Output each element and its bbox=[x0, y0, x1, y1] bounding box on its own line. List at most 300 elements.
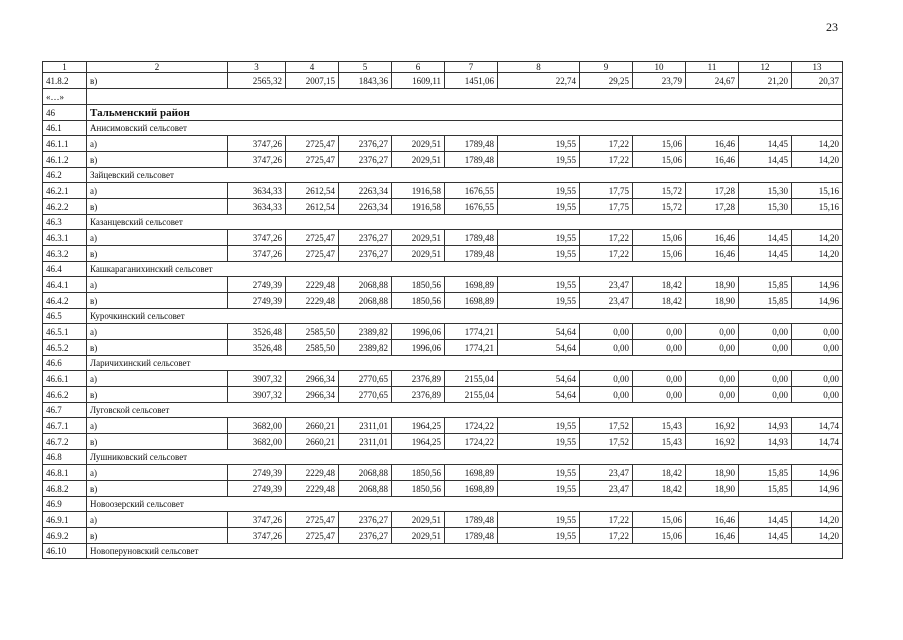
table-cell: 22,74 bbox=[498, 73, 580, 89]
row-code: 46.4.2 bbox=[43, 293, 87, 309]
table-row bbox=[43, 512, 843, 528]
table-cell: 3907,32 bbox=[228, 387, 286, 403]
table-cell: 16,46 bbox=[686, 136, 739, 152]
table-cell: 1850,56 bbox=[392, 277, 445, 293]
table-cell: 1850,56 bbox=[392, 293, 445, 309]
table-cell: 1964,25 bbox=[392, 434, 445, 450]
row-label: в) bbox=[87, 199, 228, 215]
column-header: 3 bbox=[228, 62, 286, 73]
table-cell: 1676,55 bbox=[445, 183, 498, 199]
row-label: а) bbox=[87, 277, 228, 293]
row-code: 46.2.1 bbox=[43, 183, 87, 199]
table-cell: 16,46 bbox=[686, 512, 739, 528]
table-cell: 18,90 bbox=[686, 465, 739, 481]
table-row bbox=[43, 340, 843, 356]
table-cell: 0,00 bbox=[686, 324, 739, 340]
table-cell: 17,22 bbox=[580, 528, 633, 544]
table-cell: 15,85 bbox=[739, 293, 792, 309]
table-cell: 1698,89 bbox=[445, 293, 498, 309]
table-cell: 2966,34 bbox=[286, 387, 339, 403]
table-cell: 2725,47 bbox=[286, 136, 339, 152]
row-label: в) bbox=[87, 73, 228, 89]
row-code: 46.4 bbox=[43, 262, 87, 277]
subsection-row bbox=[43, 168, 843, 183]
table-cell: 2007,15 bbox=[286, 73, 339, 89]
row-code: 46.9 bbox=[43, 497, 87, 512]
row-code: 46.1.2 bbox=[43, 152, 87, 168]
table-cell: 1996,06 bbox=[392, 340, 445, 356]
column-number-row bbox=[43, 62, 843, 73]
table-cell: 19,55 bbox=[498, 528, 580, 544]
row-label: в) bbox=[87, 293, 228, 309]
column-header: 12 bbox=[739, 62, 792, 73]
table-cell: 2389,82 bbox=[339, 340, 392, 356]
table-cell: 3747,26 bbox=[228, 230, 286, 246]
row-label bbox=[87, 89, 843, 105]
table-cell: 1964,25 bbox=[392, 418, 445, 434]
table-cell: 0,00 bbox=[739, 387, 792, 403]
table-cell: 54,64 bbox=[498, 371, 580, 387]
table-cell: 15,85 bbox=[739, 277, 792, 293]
table-cell: 2725,47 bbox=[286, 246, 339, 262]
table-cell: 15,16 bbox=[792, 183, 843, 199]
column-header: 11 bbox=[686, 62, 739, 73]
table-cell: 2770,65 bbox=[339, 371, 392, 387]
subsection-row bbox=[43, 403, 843, 418]
table-cell: 0,00 bbox=[686, 340, 739, 356]
row-label: в) bbox=[87, 152, 228, 168]
table-cell: 2389,82 bbox=[339, 324, 392, 340]
table-cell: 2229,48 bbox=[286, 293, 339, 309]
table-cell: 14,20 bbox=[792, 528, 843, 544]
table-cell: 54,64 bbox=[498, 324, 580, 340]
subsection-row bbox=[43, 497, 843, 512]
table-cell: 1789,48 bbox=[445, 528, 498, 544]
table-cell: 19,55 bbox=[498, 293, 580, 309]
row-label: в) bbox=[87, 434, 228, 450]
table-cell: 3747,26 bbox=[228, 512, 286, 528]
table-cell: 2966,34 bbox=[286, 371, 339, 387]
table-cell: 16,92 bbox=[686, 418, 739, 434]
row-code: 41.8.2 bbox=[43, 73, 87, 89]
row-label: Новоперуновский сельсовет bbox=[87, 544, 843, 559]
row-label: в) bbox=[87, 528, 228, 544]
table-cell: 18,42 bbox=[633, 293, 686, 309]
table-cell: 2311,01 bbox=[339, 418, 392, 434]
table-cell: 0,00 bbox=[739, 324, 792, 340]
table-cell: 19,55 bbox=[498, 199, 580, 215]
table-cell: 2725,47 bbox=[286, 230, 339, 246]
table-cell: 18,90 bbox=[686, 277, 739, 293]
table-cell: 1850,56 bbox=[392, 481, 445, 497]
table-cell: 2376,27 bbox=[339, 136, 392, 152]
table-cell: 1774,21 bbox=[445, 324, 498, 340]
table-cell: 2376,27 bbox=[339, 230, 392, 246]
table-cell: 2029,51 bbox=[392, 246, 445, 262]
table-cell: 2029,51 bbox=[392, 230, 445, 246]
table-cell: 15,16 bbox=[792, 199, 843, 215]
row-label: в) bbox=[87, 246, 228, 262]
row-label: а) bbox=[87, 465, 228, 481]
table-cell: 19,55 bbox=[498, 481, 580, 497]
row-label: Лушниковский сельсовет bbox=[87, 450, 843, 465]
table-cell: 0,00 bbox=[633, 371, 686, 387]
table-cell: 2770,65 bbox=[339, 387, 392, 403]
table-body bbox=[43, 62, 843, 559]
table-cell: 19,55 bbox=[498, 277, 580, 293]
row-code: 46.6.2 bbox=[43, 387, 87, 403]
table-cell: 16,46 bbox=[686, 246, 739, 262]
table-row bbox=[43, 136, 843, 152]
table-cell: 1698,89 bbox=[445, 277, 498, 293]
subsection-row bbox=[43, 121, 843, 136]
table-cell: 2029,51 bbox=[392, 528, 445, 544]
row-code: 46.10 bbox=[43, 544, 87, 559]
table-cell: 15,43 bbox=[633, 434, 686, 450]
table-cell: 1451,06 bbox=[445, 73, 498, 89]
table-cell: 15,43 bbox=[633, 418, 686, 434]
table-cell: 1789,48 bbox=[445, 136, 498, 152]
row-code: 46.6.1 bbox=[43, 371, 87, 387]
table-cell: 16,46 bbox=[686, 528, 739, 544]
table-cell: 19,55 bbox=[498, 183, 580, 199]
table-row bbox=[43, 277, 843, 293]
table-row bbox=[43, 434, 843, 450]
table-cell: 1698,89 bbox=[445, 481, 498, 497]
table-cell: 2749,39 bbox=[228, 465, 286, 481]
table-row bbox=[43, 481, 843, 497]
subsection-row bbox=[43, 215, 843, 230]
table-cell: 1789,48 bbox=[445, 246, 498, 262]
table-cell: 3747,26 bbox=[228, 528, 286, 544]
table-cell: 2376,27 bbox=[339, 528, 392, 544]
table-row bbox=[43, 152, 843, 168]
table-cell: 0,00 bbox=[580, 340, 633, 356]
table-cell: 23,47 bbox=[580, 293, 633, 309]
table-cell: 17,75 bbox=[580, 183, 633, 199]
table-cell: 14,45 bbox=[739, 136, 792, 152]
table-cell: 1850,56 bbox=[392, 465, 445, 481]
table-cell: 14,45 bbox=[739, 528, 792, 544]
table-cell: 1916,58 bbox=[392, 183, 445, 199]
table-cell: 19,55 bbox=[498, 230, 580, 246]
table-cell: 2612,54 bbox=[286, 199, 339, 215]
table-cell: 2660,21 bbox=[286, 418, 339, 434]
subsection-row bbox=[43, 450, 843, 465]
row-code: 46.5 bbox=[43, 309, 87, 324]
table-cell: 0,00 bbox=[686, 387, 739, 403]
table-cell: 20,37 bbox=[792, 73, 843, 89]
column-header: 7 bbox=[445, 62, 498, 73]
table-cell: 0,00 bbox=[739, 340, 792, 356]
table-cell: 17,75 bbox=[580, 199, 633, 215]
row-label: а) bbox=[87, 136, 228, 152]
table-cell: 2155,04 bbox=[445, 371, 498, 387]
column-header: 2 bbox=[87, 62, 228, 73]
row-label: Луговской сельсовет bbox=[87, 403, 843, 418]
table-cell: 23,47 bbox=[580, 277, 633, 293]
table-cell: 2725,47 bbox=[286, 512, 339, 528]
ellipsis-row bbox=[43, 89, 843, 105]
table-cell: 15,06 bbox=[633, 152, 686, 168]
table-cell: 15,06 bbox=[633, 246, 686, 262]
table-row bbox=[43, 528, 843, 544]
table-cell: 14,20 bbox=[792, 246, 843, 262]
table-cell: 54,64 bbox=[498, 387, 580, 403]
table-cell: 24,67 bbox=[686, 73, 739, 89]
table-cell: 1996,06 bbox=[392, 324, 445, 340]
section-row bbox=[43, 105, 843, 121]
table-cell: 3747,26 bbox=[228, 246, 286, 262]
table-cell: 18,42 bbox=[633, 481, 686, 497]
subsection-row bbox=[43, 262, 843, 277]
table-cell: 2376,27 bbox=[339, 246, 392, 262]
table-cell: 18,90 bbox=[686, 293, 739, 309]
table-cell: 2068,88 bbox=[339, 293, 392, 309]
table-cell: 3907,32 bbox=[228, 371, 286, 387]
table-cell: 17,22 bbox=[580, 230, 633, 246]
table-cell: 2725,47 bbox=[286, 528, 339, 544]
row-code: 46.5.2 bbox=[43, 340, 87, 356]
table-cell: 1843,36 bbox=[339, 73, 392, 89]
table-cell: 0,00 bbox=[686, 371, 739, 387]
subsection-row bbox=[43, 544, 843, 559]
table-cell: 1724,22 bbox=[445, 418, 498, 434]
table-cell: 0,00 bbox=[739, 371, 792, 387]
table-cell: 16,92 bbox=[686, 434, 739, 450]
table-cell: 2585,50 bbox=[286, 340, 339, 356]
table-cell: 18,42 bbox=[633, 465, 686, 481]
table-cell: 14,20 bbox=[792, 152, 843, 168]
table-cell: 16,46 bbox=[686, 230, 739, 246]
table-cell: 3682,00 bbox=[228, 418, 286, 434]
table-cell: 15,06 bbox=[633, 136, 686, 152]
table-cell: 2229,48 bbox=[286, 277, 339, 293]
table-cell: 14,96 bbox=[792, 465, 843, 481]
row-code: 46.3.1 bbox=[43, 230, 87, 246]
table-cell: 0,00 bbox=[633, 324, 686, 340]
table-cell: 19,55 bbox=[498, 512, 580, 528]
table-cell: 14,74 bbox=[792, 418, 843, 434]
table-cell: 15,06 bbox=[633, 528, 686, 544]
row-code: 46.6 bbox=[43, 356, 87, 371]
table-cell: 2376,89 bbox=[392, 387, 445, 403]
table-cell: 3634,33 bbox=[228, 199, 286, 215]
table-cell: 19,55 bbox=[498, 465, 580, 481]
table-row bbox=[43, 73, 843, 89]
table-cell: 19,55 bbox=[498, 152, 580, 168]
table-cell: 14,96 bbox=[792, 293, 843, 309]
table-row bbox=[43, 183, 843, 199]
table-cell: 2749,39 bbox=[228, 481, 286, 497]
table-cell: 2229,48 bbox=[286, 481, 339, 497]
row-code: 46.3 bbox=[43, 215, 87, 230]
table-cell: 14,45 bbox=[739, 512, 792, 528]
row-code: 46.8.1 bbox=[43, 465, 87, 481]
table-cell: 17,52 bbox=[580, 434, 633, 450]
table-cell: 1916,58 bbox=[392, 199, 445, 215]
table-cell: 2263,34 bbox=[339, 183, 392, 199]
table-cell: 1789,48 bbox=[445, 512, 498, 528]
row-code: 46.5.1 bbox=[43, 324, 87, 340]
table-cell: 2311,01 bbox=[339, 434, 392, 450]
table-cell: 0,00 bbox=[633, 340, 686, 356]
table-cell: 0,00 bbox=[633, 387, 686, 403]
row-label: Курочкинский сельсовет bbox=[87, 309, 843, 324]
row-label: Анисимовский сельсовет bbox=[87, 121, 843, 136]
row-label: а) bbox=[87, 230, 228, 246]
row-code: 46.7 bbox=[43, 403, 87, 418]
table-row bbox=[43, 418, 843, 434]
table-cell: 2376,27 bbox=[339, 512, 392, 528]
column-header: 5 bbox=[339, 62, 392, 73]
table-cell: 0,00 bbox=[580, 371, 633, 387]
table-cell: 15,85 bbox=[739, 481, 792, 497]
table-cell: 1609,11 bbox=[392, 73, 445, 89]
column-header: 13 bbox=[792, 62, 843, 73]
table-cell: 15,30 bbox=[739, 199, 792, 215]
row-code: 46.3.2 bbox=[43, 246, 87, 262]
row-label: Кашкараганихинский сельсовет bbox=[87, 262, 843, 277]
table-cell: 15,30 bbox=[739, 183, 792, 199]
table-cell: 2068,88 bbox=[339, 481, 392, 497]
table-cell: 1724,22 bbox=[445, 434, 498, 450]
table-cell: 1774,21 bbox=[445, 340, 498, 356]
column-header: 10 bbox=[633, 62, 686, 73]
row-label: а) bbox=[87, 512, 228, 528]
table-cell: 2155,04 bbox=[445, 387, 498, 403]
table-cell: 2068,88 bbox=[339, 465, 392, 481]
table-row bbox=[43, 199, 843, 215]
table-row bbox=[43, 246, 843, 262]
table-cell: 17,52 bbox=[580, 418, 633, 434]
column-header: 6 bbox=[392, 62, 445, 73]
table-cell: 2029,51 bbox=[392, 136, 445, 152]
table-cell: 1698,89 bbox=[445, 465, 498, 481]
table-cell: 14,45 bbox=[739, 246, 792, 262]
row-code: 46.8.2 bbox=[43, 481, 87, 497]
row-code: 46.9.2 bbox=[43, 528, 87, 544]
row-code: 46.1.1 bbox=[43, 136, 87, 152]
table-cell: 2263,34 bbox=[339, 199, 392, 215]
table-cell: 0,00 bbox=[792, 371, 843, 387]
table-cell: 3526,48 bbox=[228, 340, 286, 356]
table-cell: 17,22 bbox=[580, 512, 633, 528]
table-cell: 14,45 bbox=[739, 152, 792, 168]
table-cell: 3747,26 bbox=[228, 152, 286, 168]
table-cell: 19,55 bbox=[498, 418, 580, 434]
table-cell: 14,20 bbox=[792, 136, 843, 152]
table-row bbox=[43, 387, 843, 403]
table-cell: 1789,48 bbox=[445, 230, 498, 246]
row-label: а) bbox=[87, 324, 228, 340]
table-cell: 19,55 bbox=[498, 136, 580, 152]
table-cell: 1789,48 bbox=[445, 152, 498, 168]
table-cell: 2585,50 bbox=[286, 324, 339, 340]
row-code: 46.9.1 bbox=[43, 512, 87, 528]
table-cell: 54,64 bbox=[498, 340, 580, 356]
row-label: Ларичихинский сельсовет bbox=[87, 356, 843, 371]
column-header: 4 bbox=[286, 62, 339, 73]
table-row bbox=[43, 465, 843, 481]
row-code: 46.1 bbox=[43, 121, 87, 136]
row-code: 46.2.2 bbox=[43, 199, 87, 215]
row-code: 46.2 bbox=[43, 168, 87, 183]
table-cell: 14,45 bbox=[739, 230, 792, 246]
table-cell: 14,20 bbox=[792, 512, 843, 528]
table-cell: 2029,51 bbox=[392, 512, 445, 528]
table-cell: 2749,39 bbox=[228, 293, 286, 309]
table-cell: 19,55 bbox=[498, 434, 580, 450]
table-cell: 0,00 bbox=[792, 340, 843, 356]
table-cell: 17,28 bbox=[686, 199, 739, 215]
table-cell: 2376,27 bbox=[339, 152, 392, 168]
row-label: Тальменский район bbox=[87, 105, 843, 121]
row-code: 46.7.1 bbox=[43, 418, 87, 434]
table-cell: 18,90 bbox=[686, 481, 739, 497]
table-cell: 0,00 bbox=[792, 324, 843, 340]
row-code: 46.4.1 bbox=[43, 277, 87, 293]
table-cell: 0,00 bbox=[580, 387, 633, 403]
table-cell: 15,06 bbox=[633, 230, 686, 246]
table-cell: 2660,21 bbox=[286, 434, 339, 450]
table-cell: 14,20 bbox=[792, 230, 843, 246]
table-cell: 17,22 bbox=[580, 136, 633, 152]
subsection-row bbox=[43, 309, 843, 324]
row-code: 46.8 bbox=[43, 450, 87, 465]
row-label: в) bbox=[87, 387, 228, 403]
table-cell: 15,85 bbox=[739, 465, 792, 481]
table-cell: 2029,51 bbox=[392, 152, 445, 168]
table-cell: 29,25 bbox=[580, 73, 633, 89]
page-number: 23 bbox=[826, 20, 838, 34]
table-cell: 3747,26 bbox=[228, 136, 286, 152]
table-cell: 15,72 bbox=[633, 183, 686, 199]
table-cell: 2229,48 bbox=[286, 465, 339, 481]
table-cell: 17,22 bbox=[580, 152, 633, 168]
table-cell: 3634,33 bbox=[228, 183, 286, 199]
table-cell: 0,00 bbox=[792, 387, 843, 403]
table-cell: 15,06 bbox=[633, 512, 686, 528]
table-cell: 14,93 bbox=[739, 434, 792, 450]
subsection-row bbox=[43, 356, 843, 371]
table-cell: 14,96 bbox=[792, 277, 843, 293]
row-code: 46.7.2 bbox=[43, 434, 87, 450]
row-label: Казанцевский сельсовет bbox=[87, 215, 843, 230]
table-cell: 16,46 bbox=[686, 152, 739, 168]
table-cell: 15,72 bbox=[633, 199, 686, 215]
row-code: 46 bbox=[43, 105, 87, 121]
table-cell: 23,47 bbox=[580, 481, 633, 497]
table-cell: 2068,88 bbox=[339, 277, 392, 293]
table-cell: 19,55 bbox=[498, 246, 580, 262]
table-cell: 18,42 bbox=[633, 277, 686, 293]
table-cell: 2612,54 bbox=[286, 183, 339, 199]
row-label: Новоозерский сельсовет bbox=[87, 497, 843, 512]
table-cell: 0,00 bbox=[580, 324, 633, 340]
column-header: 9 bbox=[580, 62, 633, 73]
column-header: 8 bbox=[498, 62, 580, 73]
table-row bbox=[43, 230, 843, 246]
tariff-table bbox=[42, 61, 843, 559]
table-row bbox=[43, 324, 843, 340]
column-header: 1 bbox=[43, 62, 87, 73]
table-cell: 1676,55 bbox=[445, 199, 498, 215]
table-cell: 23,47 bbox=[580, 465, 633, 481]
table-cell: 21,20 bbox=[739, 73, 792, 89]
table-cell: 3682,00 bbox=[228, 434, 286, 450]
table-cell: 17,28 bbox=[686, 183, 739, 199]
